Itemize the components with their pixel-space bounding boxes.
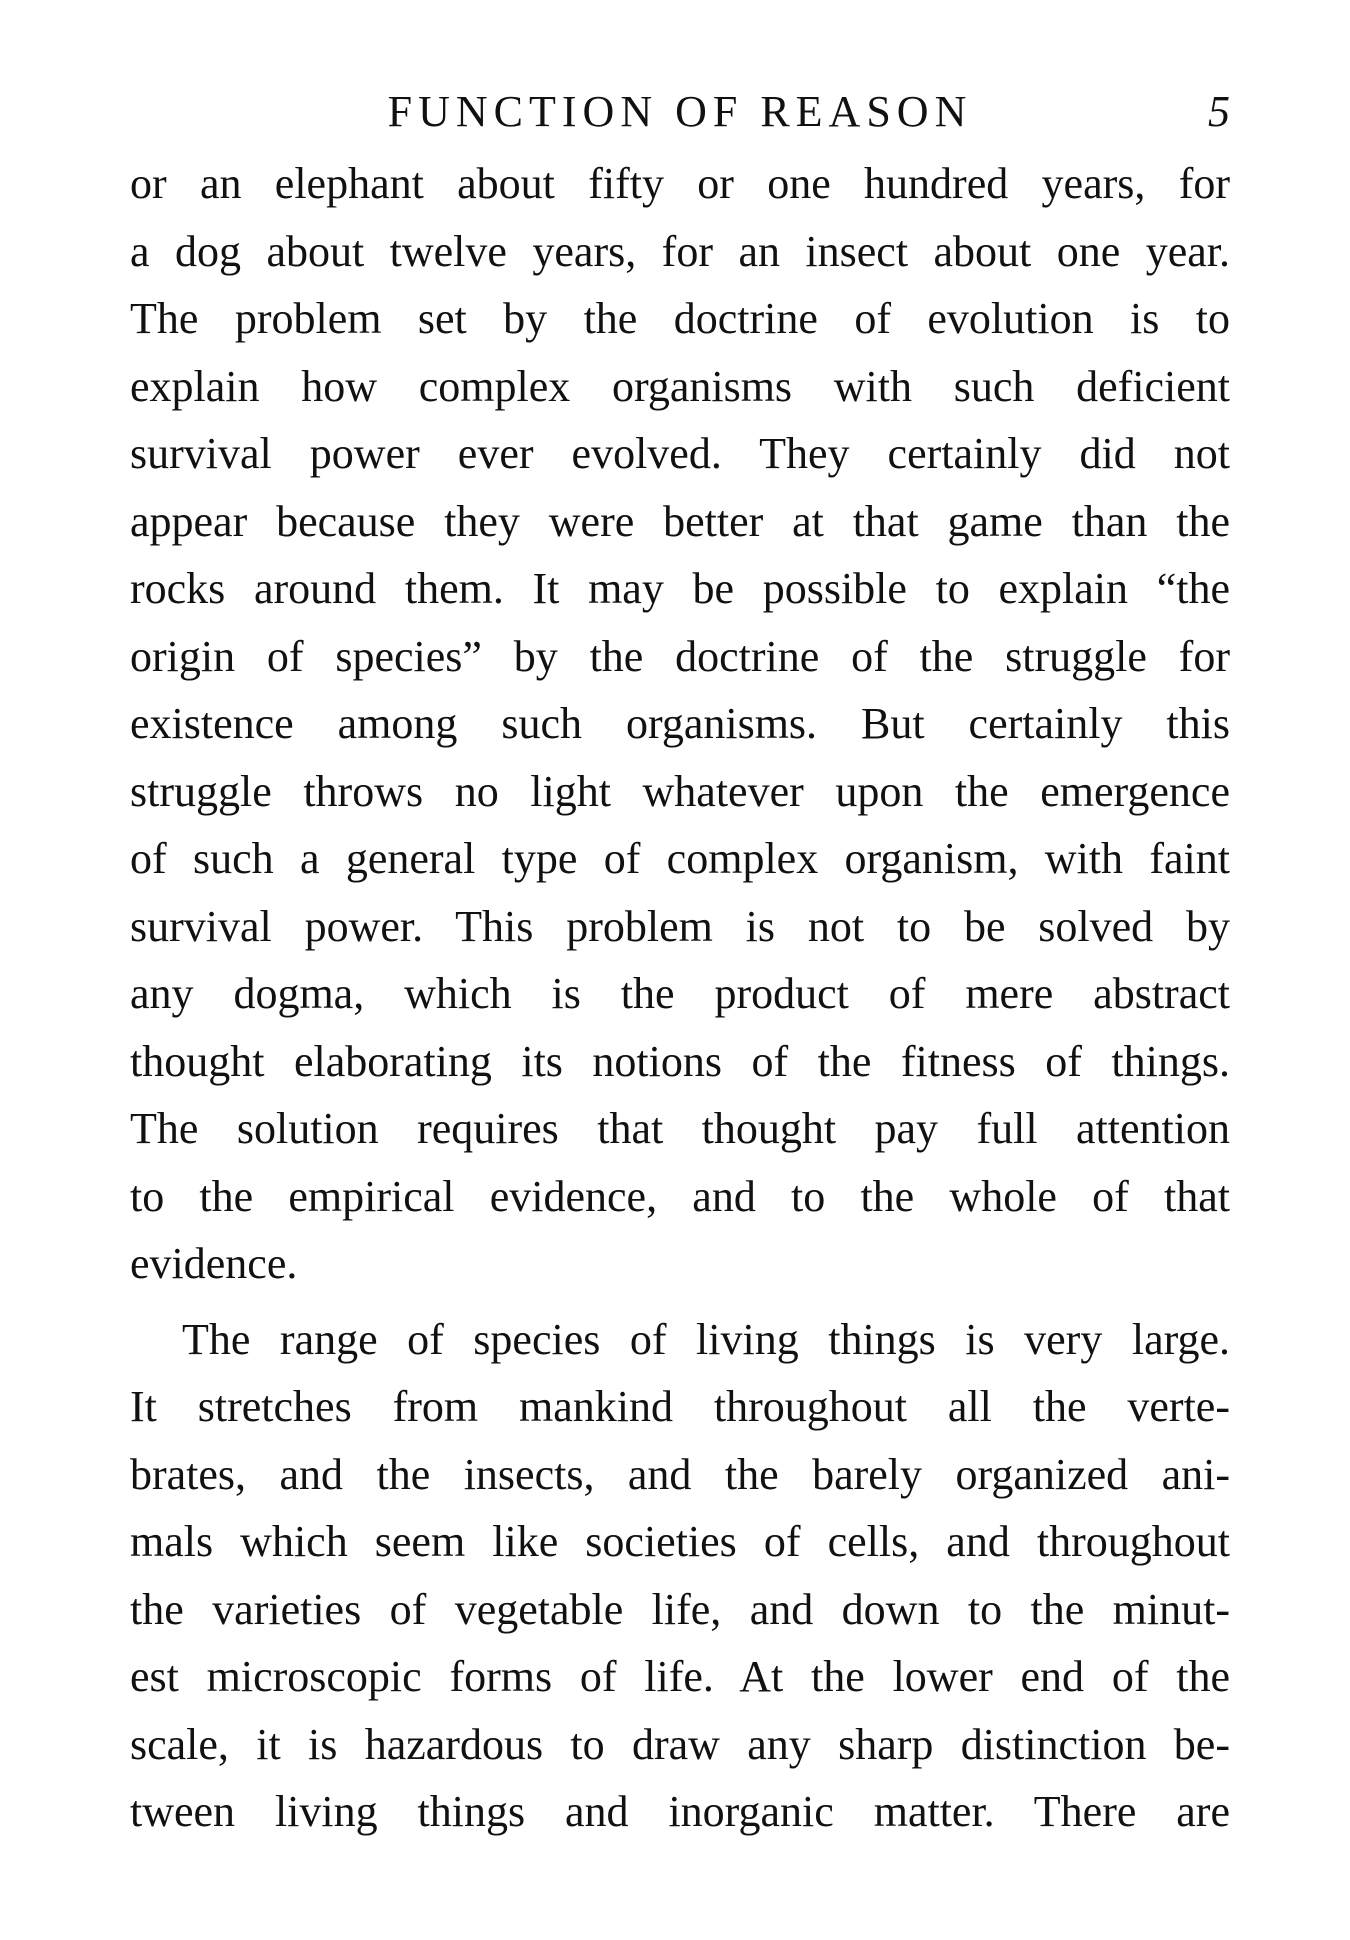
- text-line: thought elaborating its notions of the fitness of things.: [130, 1036, 1230, 1086]
- paragraph-2: [130, 1306, 1230, 1846]
- text-line: mals which seem like societies of cells, and throughout: [130, 1517, 1230, 1566]
- text-line: It stretches from mankind throughout all the verte-: [130, 1382, 1230, 1431]
- page-number: 5: [1208, 87, 1230, 136]
- text-line: the varieties of vegetable life, and down to the minut-: [130, 1584, 1230, 1634]
- text-line: est microscopic forms of life. At the lower end of the: [130, 1652, 1230, 1701]
- text-line: evidence.: [130, 1239, 298, 1288]
- text-line: existence among such organisms. But certainly this: [130, 699, 1230, 748]
- text-line: struggle throws no light whatever upon the emergence: [130, 766, 1230, 816]
- paragraph-1: [130, 150, 1230, 1298]
- running-title: FUNCTION OF REASON: [387, 87, 973, 136]
- text-line: or an elephant about fifty or one hundred years, for: [130, 159, 1230, 208]
- text-line: survival power. This problem is not to be solved by: [130, 901, 1230, 951]
- text-line: appear because they were better at that game than the: [130, 496, 1230, 546]
- text-line: explain how complex organisms with such deficient: [130, 361, 1230, 411]
- text-line: The solution requires that thought pay full attention: [130, 1104, 1230, 1153]
- text-line: a dog about twelve years, for an insect about one year.: [130, 226, 1230, 276]
- text-line: any dogma, which is the product of mere abstract: [130, 969, 1230, 1018]
- text-line: survival power ever evolved. They certainly did not: [130, 429, 1230, 478]
- text-line: of such a general type of complex organism, with faint: [130, 834, 1230, 883]
- paragraph-gap: [130, 1298, 1230, 1306]
- text-line: scale, it is hazardous to draw any sharp distinction be-: [130, 1719, 1230, 1769]
- text-line: The range of species of living things is very large.: [182, 1314, 1230, 1364]
- running-head: [130, 82, 1230, 142]
- text-line: origin of species” by the doctrine of the struggle for: [130, 631, 1230, 681]
- body-text: [130, 150, 1230, 1846]
- text-line: brates, and the insects, and the barely organized ani-: [130, 1449, 1230, 1499]
- text-line: The problem set by the doctrine of evolution is to: [130, 294, 1230, 343]
- text-line: rocks around them. It may be possible to explain “the: [130, 564, 1230, 613]
- text-line: to the empirical evidence, and to the whole of that: [130, 1171, 1230, 1221]
- text-line: tween living things and inorganic matter. There are: [130, 1787, 1230, 1836]
